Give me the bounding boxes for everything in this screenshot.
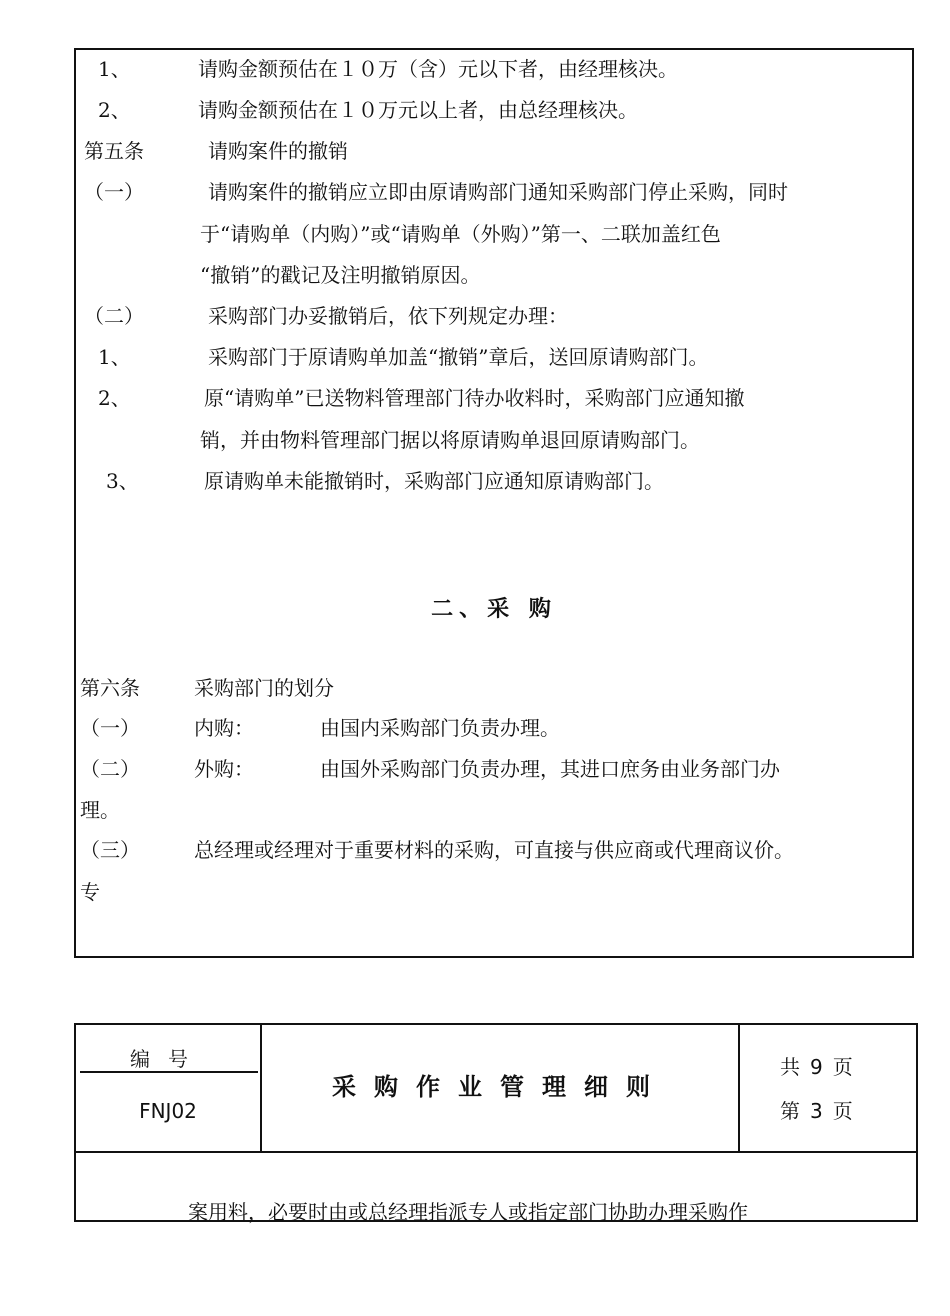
clause-number: （二） bbox=[80, 757, 140, 781]
item-text: 请购金额预估在１０万（含）元以下者，由经理核决。 bbox=[198, 57, 678, 81]
item-text: 采购部门于原请购单加盖“撤销”章后，送回原请购部门。 bbox=[208, 345, 709, 369]
clause-text: “撤销”的戳记及注明撤销原因。 bbox=[200, 263, 481, 287]
clause-text: 采购部门办妥撤销后，依下列规定办理： bbox=[208, 304, 568, 328]
current-page-value: 3 bbox=[810, 1099, 823, 1123]
item-text: 请购金额预估在１０万元以上者，由总经理核决。 bbox=[198, 98, 638, 122]
current-prefix: 第 bbox=[780, 1099, 800, 1123]
document-title: 采购作业管理细则 bbox=[332, 1073, 668, 1101]
section-heading: 二、采 购 bbox=[431, 597, 557, 622]
current-page bbox=[780, 1095, 853, 1124]
clause-label: 外购： bbox=[194, 757, 254, 781]
clause-number: （一） bbox=[80, 716, 140, 740]
total-prefix: 共 bbox=[780, 1055, 800, 1079]
article-label: 第五条 bbox=[84, 139, 144, 163]
document-header-frame bbox=[74, 1023, 918, 1222]
content-frame bbox=[74, 48, 914, 958]
item-number: 1、 bbox=[98, 345, 131, 369]
item-text: 原“请购单”已送物料管理部门待办收料时，采购部门应通知撤 bbox=[204, 386, 745, 410]
total-pages bbox=[780, 1051, 853, 1080]
item-number: 2、 bbox=[98, 386, 131, 410]
clause-text: 由国内采购部门负责办理。 bbox=[320, 716, 560, 740]
clause-text: 总经理或经理对于重要材料的采购，可直接与供应商或代理商议价。 bbox=[194, 838, 794, 862]
article-title: 请购案件的撤销 bbox=[208, 139, 348, 163]
clause-text: 请购案件的撤销应立即由原请购部门通知采购部门停止采购，同时 bbox=[208, 180, 788, 204]
clause-text: 由国外采购部门负责办理，其进口庶务由业务部门办 bbox=[320, 757, 780, 781]
clause-text: 专 bbox=[80, 880, 100, 904]
clause-label: 内购： bbox=[194, 716, 254, 740]
article-title: 采购部门的划分 bbox=[194, 676, 334, 700]
continuation-text: 案用料，必要时由或总经理指派专人或指定部门协助办理采购作 bbox=[188, 1200, 748, 1224]
divider bbox=[80, 1071, 258, 1073]
item-number: 1、 bbox=[98, 57, 131, 81]
total-pages-value: 9 bbox=[810, 1055, 823, 1079]
page-suffix: 页 bbox=[832, 1055, 853, 1079]
clause-number: （二） bbox=[84, 304, 144, 328]
item-number: 3、 bbox=[106, 469, 139, 493]
item-text: 原请购单未能撤销时，采购部门应通知原请购部门。 bbox=[204, 469, 664, 493]
page-suffix: 页 bbox=[832, 1099, 853, 1123]
item-text: 销，并由物料管理部门据以将原请购单退回原请购部门。 bbox=[200, 428, 700, 452]
clause-number: （一） bbox=[84, 180, 144, 204]
document-code: FNJ02 bbox=[139, 1099, 197, 1123]
article-label: 第六条 bbox=[80, 676, 140, 700]
divider bbox=[738, 1025, 740, 1151]
document-header bbox=[76, 1025, 916, 1153]
item-number: 2、 bbox=[98, 98, 131, 122]
clause-text: 于“请购单（内购）”或“请购单（外购）”第一、二联加盖红色 bbox=[200, 222, 721, 246]
document-code-label: 编号 bbox=[130, 1047, 206, 1071]
clause-text: 理。 bbox=[80, 798, 120, 822]
clause-number: （三） bbox=[80, 838, 140, 862]
